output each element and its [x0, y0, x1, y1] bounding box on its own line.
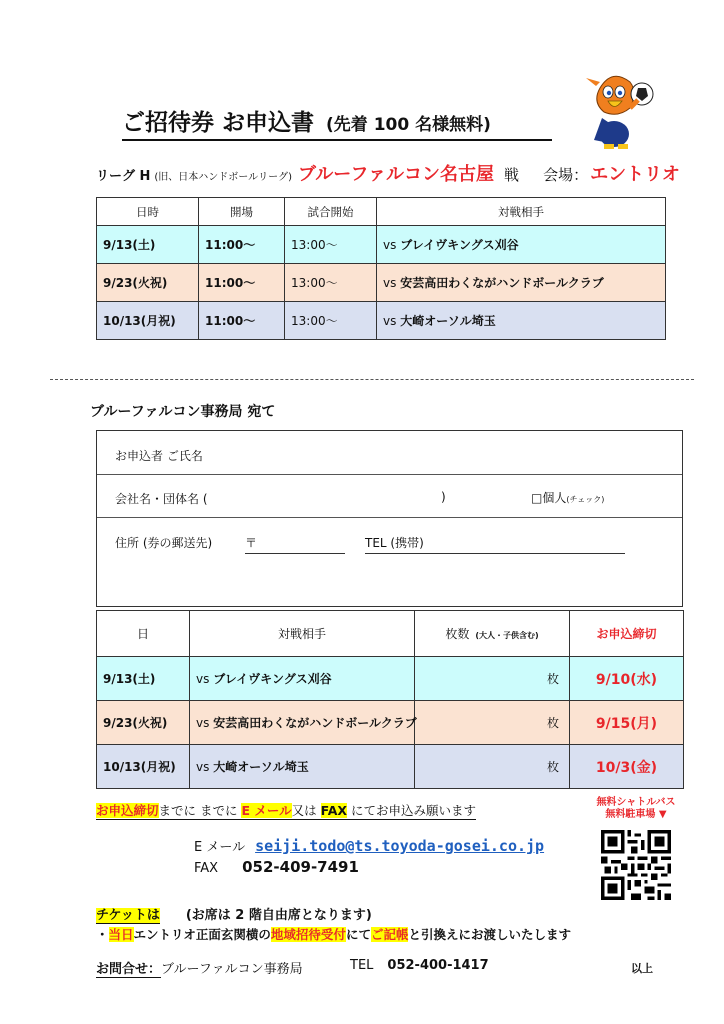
count-note: (大人・子供含む)	[475, 631, 539, 640]
company-close: )	[441, 490, 446, 504]
row-opponent	[377, 226, 666, 264]
application-table	[96, 610, 684, 789]
tel-number: 052-400-1417	[387, 958, 489, 973]
deadline-text-1: までに までに	[158, 803, 238, 818]
row-start: 13:00～	[285, 226, 377, 264]
page-title	[122, 104, 552, 141]
ticket-info	[96, 904, 372, 923]
schedule-table	[96, 197, 666, 340]
row-deadline: 9/10(水)	[570, 657, 684, 701]
row-opponent	[190, 657, 415, 701]
company-row[interactable]	[97, 475, 682, 518]
row-date: 9/23(火祝)	[97, 701, 190, 745]
mobile-tel-field[interactable]	[365, 534, 625, 554]
or-text: 又は	[291, 803, 317, 818]
row-open: 11:00～	[199, 302, 285, 340]
header-count	[415, 611, 570, 657]
table-row	[97, 657, 684, 701]
fax-highlight: FAX	[320, 803, 348, 818]
vs-label: vs	[383, 276, 397, 290]
deadline-highlight: お申込締切	[96, 803, 159, 818]
table-row	[97, 302, 666, 340]
count-label: 枚数	[445, 627, 470, 641]
inquiry-office: ブルーファルコン事務局	[161, 962, 303, 977]
vs-label: vs	[196, 760, 210, 774]
count-unit: 枚	[546, 672, 559, 686]
same-day-highlight: 当日	[108, 927, 134, 942]
header-start: 試合開始	[285, 198, 377, 226]
ticket-count-field[interactable]	[415, 657, 570, 701]
row-date: 9/13(土)	[97, 657, 190, 701]
postal-mark: 〒	[245, 536, 258, 550]
deadline-text-2: にてお申込み願います	[351, 803, 477, 818]
row-opponent	[377, 264, 666, 302]
applicant-form	[96, 430, 683, 607]
team-name: ブルーファルコン名古屋	[298, 164, 495, 185]
row-opponent	[190, 701, 415, 745]
opponent-name: ブレイヴキングス刈谷	[213, 672, 332, 686]
end-mark: 以上	[631, 962, 653, 975]
league-label: リーグ H	[96, 169, 151, 184]
tel-row	[350, 958, 489, 973]
table-row	[97, 745, 684, 789]
shuttle-line-2: 無料駐車場 ▼	[605, 809, 667, 820]
cut-line-divider	[50, 379, 694, 380]
deadline-note	[96, 801, 476, 820]
row-start: 13:00～	[285, 302, 377, 340]
address-label: 住所 (券の郵送先)	[115, 536, 213, 550]
count-unit: 枚	[546, 760, 559, 774]
row-deadline: 9/15(月)	[570, 701, 684, 745]
row-date: 9/23(火祝)	[97, 264, 199, 302]
seat-note: (お席は 2 階自由席となります)	[185, 908, 372, 923]
row-opponent	[190, 745, 415, 789]
exchange-text-2: にて	[345, 927, 371, 942]
table-row	[97, 226, 666, 264]
league-line	[96, 160, 696, 186]
company-label: 会社名・団体名 (	[115, 492, 208, 506]
title-main: ご招待券 お申込書	[122, 110, 315, 136]
header-open: 開場	[199, 198, 285, 226]
email-row	[194, 836, 544, 855]
ticket-label: チケットは	[96, 908, 160, 923]
row-date: 10/13(月祝)	[97, 302, 199, 340]
row-open: 11:00～	[199, 264, 285, 302]
row-opponent	[377, 302, 666, 340]
tel-label: TEL (携帯)	[365, 536, 424, 550]
fax-label: FAX	[194, 861, 219, 876]
email-link[interactable]: seiji.todo@ts.toyoda-gosei.co.jp	[255, 837, 545, 855]
vs-word: 戦	[504, 166, 520, 184]
header-day: 日	[97, 611, 190, 657]
individual-note: (チェック)	[566, 495, 605, 504]
opponent-name: 大崎オーソル埼玉	[213, 760, 309, 774]
row-start: 13:00～	[285, 264, 377, 302]
fax-row	[194, 858, 359, 876]
table-row	[97, 264, 666, 302]
opponent-name: 大崎オーソル埼玉	[400, 314, 496, 328]
vs-label: vs	[383, 238, 397, 252]
qr-code-icon[interactable]	[601, 830, 671, 900]
vs-label: vs	[383, 314, 397, 328]
postal-field[interactable]	[245, 534, 345, 554]
bullet: ・	[96, 927, 109, 942]
exchange-text-3: と引換えにお渡しいたします	[408, 927, 571, 942]
name-label: お申込者 ご氏名	[115, 449, 203, 463]
exchange-note	[96, 925, 571, 943]
venue-label: 会場：	[543, 166, 589, 184]
fax-number: 052-409-7491	[242, 858, 359, 876]
schedule-header-row	[97, 198, 666, 226]
filled-highlight: ご記帳	[370, 927, 409, 942]
shuttle-note	[588, 797, 684, 821]
opponent-name: ブレイヴキングス刈谷	[400, 238, 519, 252]
count-unit: 枚	[546, 716, 559, 730]
individual-checkbox[interactable]	[531, 489, 604, 506]
opponent-name: 安芸高田わくながハンドボールクラブ	[400, 276, 604, 290]
inquiry-label: お問合せ：	[96, 962, 162, 977]
shuttle-line-1: 無料シャトルバス	[596, 797, 676, 808]
office-addressee: ブルーファルコン事務局 宛て	[90, 404, 276, 420]
row-date: 9/13(土)	[97, 226, 199, 264]
table-row	[97, 701, 684, 745]
venue-name: エントリオ	[590, 164, 680, 185]
header-deadline: お申込締切	[570, 611, 684, 657]
header-date: 日時	[97, 198, 199, 226]
vs-label: vs	[196, 672, 210, 686]
title-sub: (先着 100 名様無料)	[326, 115, 491, 135]
row-date: 10/13(月祝)	[97, 745, 190, 789]
ticket-count-field[interactable]	[415, 745, 570, 789]
inquiry-footer	[96, 958, 656, 977]
opponent-name: 安芸高田わくながハンドボールクラブ	[213, 716, 417, 730]
apply-header-row	[97, 611, 684, 657]
row-deadline: 10/3(金)	[570, 745, 684, 789]
ticket-count-field[interactable]	[415, 701, 570, 745]
header-opponent: 対戦相手	[190, 611, 415, 657]
name-row[interactable]	[97, 431, 682, 475]
individual-label: □個人	[531, 491, 567, 505]
row-open: 11:00～	[199, 226, 285, 264]
email-label: E メール	[194, 840, 246, 855]
tel-label: TEL	[350, 958, 374, 973]
email-highlight: E メール	[241, 803, 292, 818]
league-sub: (旧、日本ハンドボールリーグ)	[154, 172, 293, 183]
falcon-mascot-icon	[578, 68, 658, 150]
reception-highlight: 地域招待受付	[270, 927, 346, 942]
exchange-text-1: エントリオ正面玄関横の	[133, 927, 271, 942]
vs-label: vs	[196, 716, 210, 730]
header-opponent: 対戦相手	[377, 198, 666, 226]
